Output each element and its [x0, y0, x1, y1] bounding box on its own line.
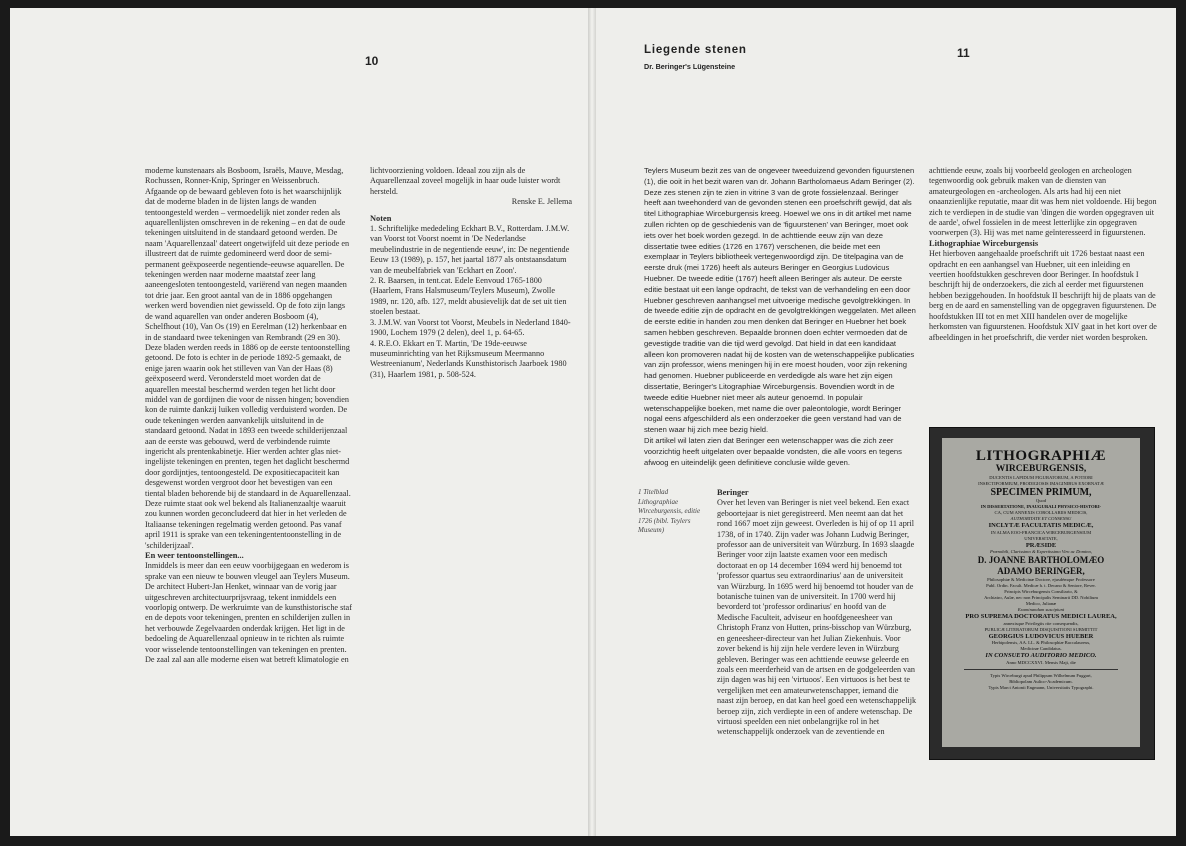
beringer-column [717, 488, 917, 738]
plate-line: GEORGIUS LUDOVICUS HUEBER [988, 632, 1094, 640]
note-item: 4. R.E.O. Ekkart en T. Martin, 'De 19de-eeuwse museuminrichting van het Rijksmuseum Meermanno Westreenianum', Nederlands Kunsthistorisch Jaarboek 1980 (31), Haarlem 1981, p. 508-524. [370, 338, 567, 379]
plate-line: Medicinæ Candidatus. [1020, 646, 1062, 652]
plate-line: Philosophiæ & Medicinæ Doctore, ejusdémque Professore [987, 577, 1095, 583]
plate-line: IN CONSUETO AUDITORIO MEDICO. [985, 652, 1097, 660]
plate-line: LITHOGRAPHIÆ [975, 448, 1107, 464]
plate-line: Bibliopolam Aulico-Academicum. [1009, 678, 1073, 684]
plate-line: D. JOANNE BARTHOLOMÆO [977, 555, 1105, 566]
body-paragraph: achttiende eeuw, zoals bij voorbeeld geologen en archeologen tegenwoordig ook gebruik maken van de diensten van amateurgeologen en -archeologen. Als arts had hij een niet onaanzienlijke reputatie, maar dit was hem niet voldoende. Hij begon zich te verdiepen in de studie van 'dingen die worden opgegraven uit de aarde', ofwel fossielen in de meest letterlijke zin opgegraven voorwerpen (3). Hij was met name geïnteresseerd in figuurstenen. [929, 166, 1157, 238]
plate-line: Typis Marci Antonii Engmann, Universitatis Typographi. [988, 684, 1094, 690]
plate-line: Principis Wirceburgensis Consiliario, & [1004, 589, 1078, 595]
section-heading: Beringer [717, 488, 749, 497]
section-heading: En weer tentoonstellingen... [145, 551, 244, 561]
article-subtitle: Dr. Beringer's Lügensteine [644, 62, 736, 71]
right-intro-column [644, 166, 916, 468]
plate-line: Prænobili, Clarissimo & Expertissimo Viro ac Domino, [989, 549, 1093, 555]
plate-line: Herbipolensis, AA. LL. & Philosophiæ Baccalaureus, [991, 640, 1091, 646]
section-heading: Lithographiae Wirceburgensis [929, 238, 1039, 248]
left-column-1 [145, 166, 352, 666]
plate-rule [964, 669, 1118, 670]
title-page-image [942, 438, 1140, 747]
body-paragraph: Het hierboven aangehaalde proefschrift uit 1726 bestaat naast een opdracht en een aanhangsel van Huebner, uit een inleiding en veertien hoofdstukken geschreven door Beringer. In hoofdstuk I beschrijft hij de onderzoekers, die zich al eerder met figuurstenen hebben beziggehouden. In hoofdstuk II beschrijft hij de plaats van de berg en de aard en samenstelling van de opgegraven figuurstenen. De hoofdstukken III tot en met XIII handelen over de mogelijke herkomsten van figuurstenen. Hoofdstuk XIV gaat in het kort over de afbeeldingen in het proefschrift, die verder niet worden besproken. [929, 249, 1157, 342]
article-title: Liegende stenen [644, 44, 747, 56]
plate-line: INSECTIFORMIUM, PRODIGIOSIS IMAGINIBUS EXORNATÆ [978, 481, 1104, 486]
body-paragraph: Dit artikel wil laten zien dat Beringer een wetenschapper was die zich zeer voorzichtig heeft uitgelaten over bepaalde vondsten, die alle voors en tegens afwoog en uiteindelijk geen definitieve conclusie wilde geven. [644, 435, 902, 467]
plate-line: SPECIMEN PRIMUM, [990, 487, 1092, 498]
page-number-left: 10 [365, 54, 379, 68]
plate-line: PRÆSIDE [1025, 541, 1057, 549]
plate-line: IN DISSERTATIONE, INAUGURALI PHYSICO-HISTORI- [980, 504, 1102, 509]
body-paragraph: Over het leven van Beringer is niet veel bekend. Een exact geboortejaar is niet geregistreerd. Men neemt aan dat het rond 1667 moet zijn geweest. Overleden is hij of op 11 april 1738, of in 1740. Zijn vader was Johann Ludwig Beringer, professor aan de universiteit van Würzburg. In 1693 slaagde Beringer voor zijn laatste examen voor een medisch doctoraat en op 14 december 1694 werd hij benoemd tot 'professor quartus seu extraordinarius' aan de universiteit van Würzburg. In 1695 werd hij benoemd tot houder van de botanische tuinen van de universiteit. In 1700 werd hij bevorderd tot 'professor ordinarius' en hoofd van de Medische Faculteit, adviseur en hoofdgeneesheer van Christoph Franz von Hutten, prins-bisschop van Würzburg, en geneesheer-directeur van het Julian Ziekenhuis. Voor zover bekend is hij zijn hele verdere leven in Würzburg gebleven. Beringer was een achttiende eeuwse geleerde en zoals een meerderheid van de artsen en de godgeleerden van zijn dagen was hij een 'virtuoos'. Een virtuoos is het best te vergelijken met een amateurwetenschapper, iemand die naast zijn beroep, en dat kan heel goed een wetenschappelijk beroep zijn, zich verdiepte in een of andere wetenschap. De virtuosi speelden een niet onbelangrijke rol in het wetenschappelijk onderzoek van de zeventiende en [717, 498, 917, 737]
left-column-2 [370, 166, 572, 380]
plate-line: ADAMO BERINGER, [997, 566, 1085, 577]
plate-line: PRO SUPREMA DOCTORATUS MEDICI LAUREA, [965, 613, 1117, 621]
body-paragraph: lichtvoorziening voldoen. Ideaal zou zijn als de Aquarellenzaal zoveel mogelijk in haar oude luister wordt hersteld. [370, 166, 561, 196]
notes-heading: Noten [370, 213, 392, 223]
note-item: 3. J.M.W. van Voorst tot Voorst, Meubels in Nederland 1840-1900, Lochem 1979 (2 delen), deel 1, p. 64-65. [370, 317, 571, 338]
plate-line: Typis Wirceburgi apud Philippum Wilhelmum Fuggart, [990, 672, 1092, 678]
plate-line: Publ. Ordin. Facult. Medicæ h. t. Decano & Seniore, Rever. [986, 583, 1096, 589]
plate-line: IN ALMA EOO-FRANCICA WIRCEBURGENSIUM [990, 529, 1092, 535]
note-item: 1. Schriftelijke mededeling Eckhart B.V., Rotterdam. J.M.W. van Voorst tot Voorst noemt in 'De Nederlandse meubelindustrie in de negentiende eeuw', in: De negentiende Eeuw 13 (1989), p. 157, het jaartal 1877 als ontstaansdatum van de meubelfabriek van 'Eckhart en Zoon'. [370, 224, 570, 275]
plate-line: INCLYTÆ FACULTATIS MEDICÆ, [988, 522, 1094, 529]
page-number-right: 11 [957, 46, 970, 60]
author-signature: Renske E. Jellema [511, 197, 572, 207]
body-paragraph: Teylers Museum bezit zes van de ongeveer tweeduizend gevonden figuurstenen (1), die ooit in het bezit waren van dr. Johann Bartholomaeus Adam Beringer (2). Deze zes stenen zijn te zien in vitrine 3 van de grote fossielenzaal. Beringer heeft aan tweehonderd van de gevonden stenen een proefschrift gewijd, dat als titel Lithographiae Wirceburgensis kreeg. Hoewel we ons in dit artikel met name zullen richten op de geschiedenis van de 'figuurstenen' van Beringer, moet ook iets over het boek worden gezegd. In de achttiende eeuw zijn van deze dissertatie twee edities (1726 en 1767) verschenen, die beide met een exemplaar in Teylers bibliotheek vertegenwoordigd zijn. De titelpagina van de eerste druk (mei 1726) heeft als auteurs Beringer en Georgius Ludovicus Huebner. De tweede editie (1767) heeft alleen Beringer als auteur. De eerste editie bestaat uit een lange opdracht, de tekst van de verhandeling en een door Huebner geschreven aanhangsel met uitvoerige medische gevolgtrekkingen. In de tweede editie zijn de opdracht en de gevolgtrekkingen weggelaten. Met alleen de eerste editie in handen zou men denken dat Beringer en Huebner het boek samen hebben geschreven. Bepaalde bronnen doen echter vermoeden dat de gevestigde traditie van die tijd werd gevolgd. Dat hield in dat een kandidaat alleen kon promoveren nadat hij de kosten van de wetenschappelijke publicaties van zijn professor, wiens meningen hij in ere moest houden, voor zijn rekening had genomen. Huebner publiceerde en verdedigde als ware het zijn eigen dissertatie, Beringer's Litographiae Wirceburgensis. Bovendien wordt in de tweede editie Huebner niet meer als auteur genoemd. In populair wetenschappelijke boeken, met name die over paleontologie, wordt Beringer nogal eens afgeschilderd als een onderzoeker die geen verstand had van de stenen waar hij zich mee bezig hield. [644, 166, 916, 435]
plate-line: CA, CUM ANNEXIS COROLLARIIS MEDICIS, [994, 510, 1088, 515]
plate-line: PUBLICÆ LITERATORUM DISQUISITIONI SUBMITTIT [984, 626, 1098, 632]
body-paragraph: Inmiddels is meer dan een eeuw voorbijgegaan en wederom is sprake van een nieuw te bouwen vleugel aan Teylers Museum. De architect Hubert-Jan Henket, winnaar van de vorig jaar uitgeschreven architectuurprijsvraag, tekent inmiddels een voorlopig ontwerp. De werkruimte van de kunsthistorische staf en de depots voor tekeningen, prenten en schilderijen zullen in het verbouwde Zegelvaarden onderdak krijgen. Het ligt in de bedoeling de Aquarellenzaal opnieuw in te richten als ruimte voor wisselende tentoonstellingen van tekeningen en prenten. De zaal zal aan alle moderne eisen wat betreft klimatologie en [145, 561, 352, 665]
title-page-plate [929, 427, 1155, 760]
plate-line: AUTHORITATE ET CONSENSU [1010, 516, 1072, 521]
plate-line: annexisque Privilegiis rite consequendis, [1003, 620, 1079, 626]
body-paragraph: moderne kunstenaars als Bosboom, Israëls, Mauve, Mesdag, Rochussen, Ronner-Knip, Springer en Weissenbruch. Afgaande op de bewaard gebleven foto is het waarschijnlijk dat de moderne bladen in de lijsten langs de wanden tentoongesteld werden – vermoedelijk niet zonder reden als aquarellenlijsten omschreven in de rekening – en dat de oude tekeningen uitsluitend in de standaard getoond werden. De naam 'Aquarellenzaal' dateert ongetwijfeld uit deze periode en illustreert dat de ruimte gedomineerd werd door de semi-permanent geëxposeerde negentiende-eeuwse aquarellen. De tekeningen werden naar moderne maatstaf zeer lang aaneengesloten tentoongesteld, variërend van negen maanden tot drie jaar. Een groot aantal van de in 1886 opgehangen werken werd bovendien niet gewisseld. Op de foto zijn langs de wand aquarellen van onder anderen Bosboom (4), Schelfhout (10), Van Os (19) en Eerelman (12) herkenbaar en in de standaard twee tekeningen van Rembrandt (29 en 30). Deze bladen werden reeds in 1886 op de eerste tentoonstelling getoond. De foto is echter in de periode 1892-5 gemaakt, de enige jaren waarin ook het stilleven van Van der Haas (8) geëxposeerd werd. Verondersteld moet worden dat de aquarellen meestal beschermd werden tegen het licht door middel van de gordijnen die voor de nissen hingen; bovendien kon de ruimte dankzij luiken volledig verduisterd worden. De oude tekeningen werden aanvankelijk uitsluitend in de standaard getoond. Nadat in 1893 een tweede schilderijenzaal aan de eerste was gebouwd, werd de verbindende ruimte ingericht als prentenkabinetje. Hier werden achter glas niet-ingelijste tekeningen en prenten, tegen het daglicht beschermd door gordijntjes, tentoongesteld. De expositiecapaciteit kan desgewenst worden vergroot door het bevestigen van een tiental bladen behorende bij de standaard in de Aquarellenzaal. Deze ruimte staat ook wel bekend als Italianenzaaltje waaruit zou kunnen worden geconcludeerd dat hier in het verleden de Italiaanse tekeningen regelmatig werden getoond. Pas vanaf april 1911 is sprake van een tekeningententoonstelling in de 'schilderijzaal'. [145, 166, 351, 550]
plate-line: Quod [1035, 498, 1047, 503]
plate-line: Archiatro, Aulæ, nec non Principalis Seminarii DD. Nobilium [984, 595, 1098, 601]
note-item: 2. R. Baarsen, in tent.cat. Edele Eenvoud 1765-1800 (Haarlem, Frans Halsmuseum/Teylers Museum), Zwolle 1989, nr. 120, afb. 127, meldt abusievelijk dat de set uit tien stoelen bestaat. [370, 276, 567, 317]
plate-line: Medico, Julianæ [1025, 601, 1057, 607]
plate-line: DUCENTIS LAPIDUM FIGURATORUM, A POTIORI [989, 475, 1093, 480]
figure-caption: 1 Titelblad Lithographiae Wirceburgensis, editie 1726 (bibl. Teylers Museum) [638, 488, 701, 534]
plate-line: Examinandum suscipiunt [1017, 607, 1065, 613]
plate-line: Anno MDCCXXVI. Mensis Maji, die [1006, 659, 1076, 665]
right-column-2 [929, 166, 1157, 343]
plate-line: WIRCEBURGENSIS, [995, 464, 1087, 474]
plate-line: UNIVERSITATE, [1024, 535, 1058, 541]
book-gutter [588, 8, 596, 836]
